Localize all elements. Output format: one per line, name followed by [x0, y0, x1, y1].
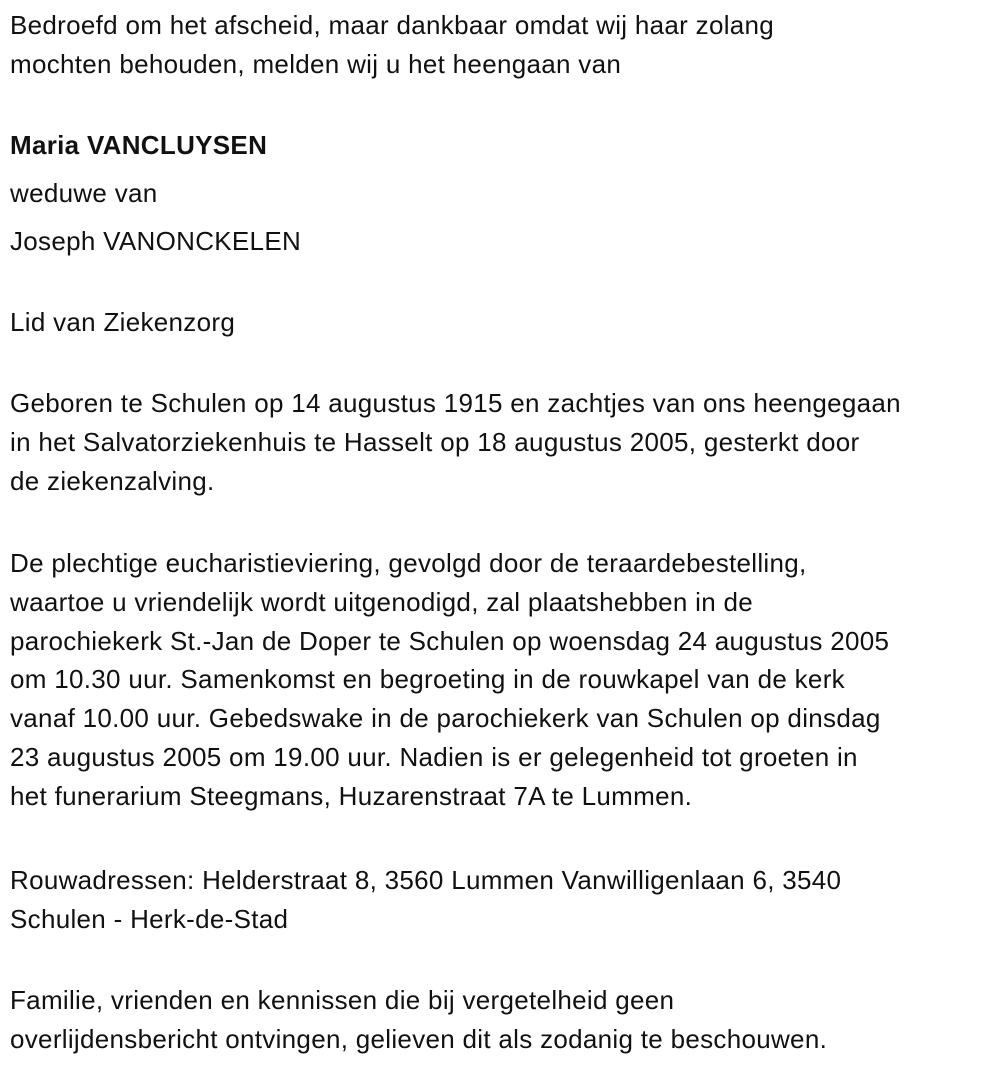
text-line: mochten behouden, melden wij u het heengaan van [10, 48, 622, 79]
relation-block [10, 174, 158, 213]
text-line: Schulen - Herk-de-Stad [10, 903, 289, 934]
spouse-name: Joseph VANONCKELEN [10, 226, 302, 256]
spouse-block [10, 222, 301, 261]
text-line: waartoe u vriendelijk wordt uitgenodigd, zal plaatshebben in de [10, 586, 754, 617]
text-line: vanaf 10.00 uur. Gebedswake in de parochiekerk van Schulen op dinsdag [10, 703, 881, 734]
text-line: Rouwadressen: Helderstraat 8, 3560 Lummen Vanwilligenlaan 6, 3540 [10, 865, 842, 895]
membership-text: Lid van Ziekenzorg [10, 307, 236, 337]
addresses-paragraph [10, 861, 841, 939]
membership-block [10, 303, 235, 342]
text-line: het funerarium Steegmans, Huzarenstraat 7A te Lummen. [10, 780, 693, 811]
text-line: Bedroefd om het afscheid, maar dankbaar omdat wij haar zolang [10, 10, 775, 40]
intro-paragraph [10, 6, 774, 84]
text-line: De plechtige eucharistieviering, gevolgd door de teraardebestelling, [10, 548, 807, 578]
text-line: Familie, vrienden en kennissen die bij vergetelheid geen [10, 985, 675, 1015]
text-line: in het Salvatorziekenhuis te Hasselt op 18 augustus 2005, gesterkt door [10, 426, 860, 457]
deceased-name-block [10, 126, 267, 165]
text-line: overlijdensbericht ontvingen, gelieven dit als zodanig te beschouwen. [10, 1023, 828, 1054]
deceased-name: Maria VANCLUYSEN [10, 130, 268, 160]
text-line: om 10.30 uur. Samenkomst en begroeting in de rouwkapel van de kerk [10, 664, 845, 695]
text-line: Geboren te Schulen op 14 augustus 1915 en zachtjes van ons heengegaan [10, 388, 901, 418]
text-line: parochiekerk St.-Jan de Doper te Schulen op woensdag 24 augustus 2005 [10, 625, 890, 656]
closing-paragraph [10, 981, 827, 1059]
text-line: de ziekenzalving. [10, 465, 215, 496]
relation-text: weduwe van [10, 178, 158, 208]
text-line: 23 augustus 2005 om 19.00 uur. Nadien is er gelegenheid tot groeten in [10, 741, 858, 772]
birth-death-paragraph [10, 384, 901, 500]
ceremony-paragraph [10, 544, 889, 816]
